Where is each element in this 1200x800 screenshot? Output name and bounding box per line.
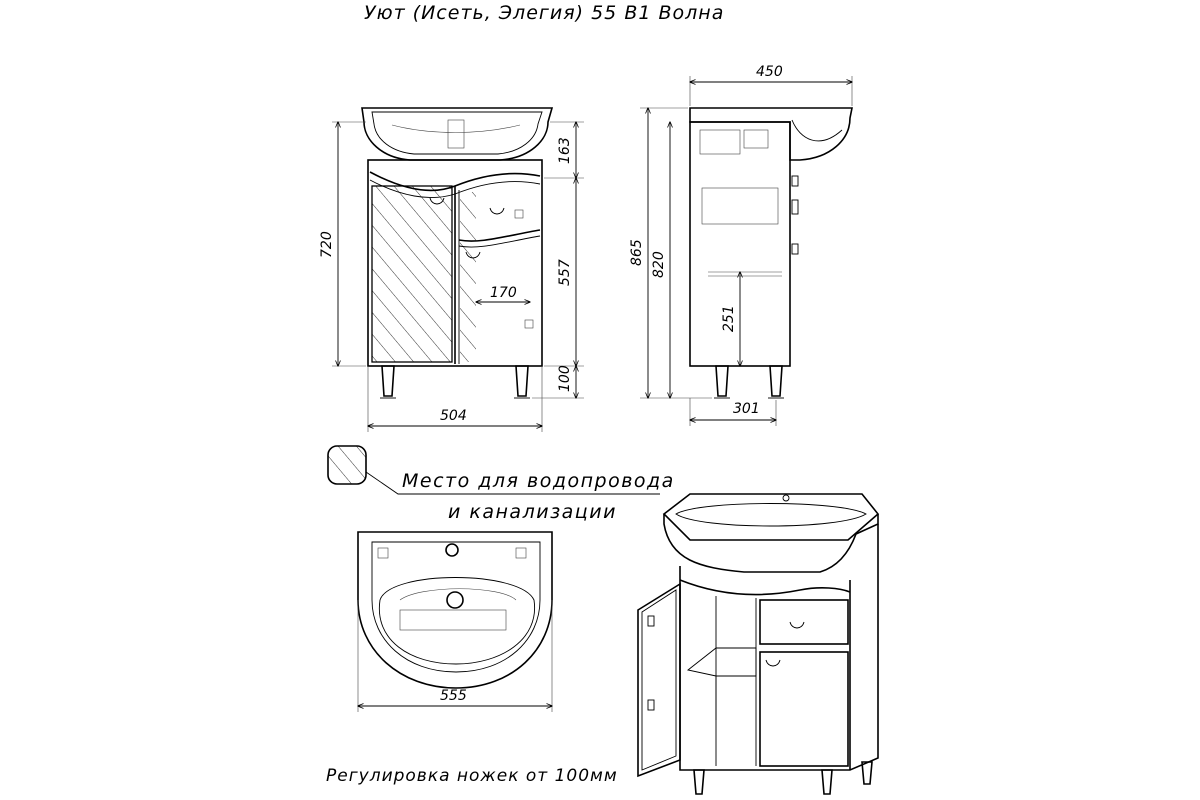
top-view [358,532,552,712]
dim-side-depth: 450 [756,64,783,80]
legend-line-2: и канализации [448,501,617,523]
legend-line-1: Место для водопровода [402,470,675,492]
legend [328,446,675,523]
dim-side-total-height: 865 [629,239,645,266]
side-view [629,64,852,426]
dim-top-width: 555 [440,688,467,704]
drawing-title: Уют (Исеть, Элегия) 55 В1 Волна [364,2,725,24]
dim-front-sink-height: 163 [557,137,573,164]
dim-front-width: 504 [440,408,467,424]
legs-caption: Регулировка ножек от 100мм [326,766,618,786]
dim-front-legs: 100 [557,365,573,392]
dim-side-body-height: 820 [651,251,667,278]
front-view [319,108,584,432]
dim-front-total-height: 720 [319,231,335,258]
dim-side-leg-offset: 301 [733,401,760,417]
dim-front-body-height: 557 [557,259,573,286]
isometric-view [638,494,878,794]
dim-shelf-depth: 170 [490,285,517,301]
legend-hatch-swatch [328,446,366,484]
dim-side-shelf-height: 251 [721,305,737,332]
